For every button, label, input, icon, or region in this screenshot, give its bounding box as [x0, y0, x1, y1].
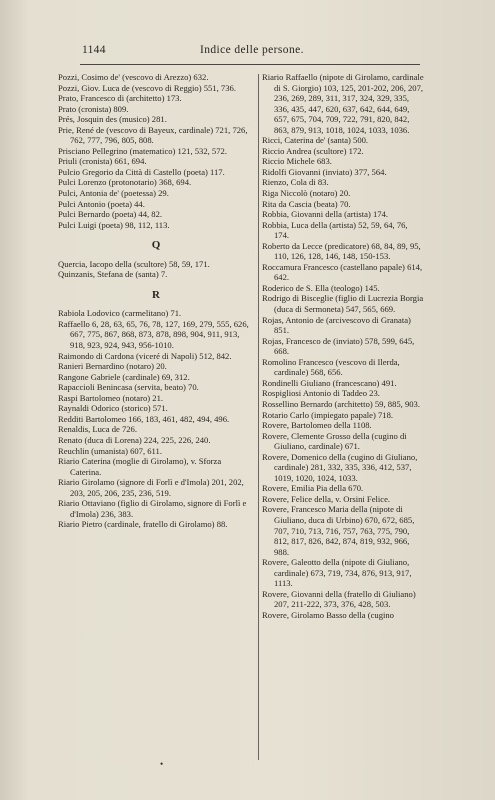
- index-entry: Riario Pietro (cardinale, fratello di Girolamo) 88.: [58, 519, 228, 530]
- index-entry: Rossellino Bernardo (architetto) 59, 885, 903.: [262, 398, 420, 409]
- index-entry: Raynaldi Odorico (storico) 571.: [58, 403, 168, 414]
- index-entry: Riario Girolamo (signore di Forlì e d'Imola) 201, 202, 203, 205, 206, 235, 236, 519.: [58, 477, 244, 498]
- index-entry: Rondinelli Giuliano (francescano) 491.: [262, 377, 397, 388]
- index-entry: Rangone Gabriele (cardinale) 69, 312.: [58, 371, 190, 382]
- index-entry: Ridolfi Giovanni (inviato) 377, 564.: [262, 166, 387, 177]
- index-entry: Rapaccioli Benincasa (servita, beato) 70.: [58, 382, 199, 393]
- index-entry: Pulcio Gregorio da Città di Castello (poeta) 117.: [58, 166, 225, 177]
- index-entry: Rovere, Domenico della (cugino di Giuliano, cardinale) 281, 332, 335, 336, 412, 537, 1019, 1020, 1024, 1033.: [262, 451, 418, 483]
- index-entry: Rovere, Emilia Pia della 670.: [262, 483, 364, 494]
- index-entry: Riga Niccolò (notaro) 20.: [262, 188, 351, 199]
- column-divider: [258, 74, 259, 760]
- footer-mark: •: [160, 759, 164, 769]
- index-entry: Robbia, Luca della (artista) 52, 59, 64, 76, 174.: [262, 219, 408, 241]
- index-entry: Pozzi, Cosimo de' (vescovo di Arezzo) 632.: [58, 72, 209, 82]
- index-entry: Prisciano Pellegrino (matematico) 121, 532, 572.: [58, 145, 227, 156]
- index-entry: Rovere, Francesco Maria della (nipote di Giuliano, duca di Urbino) 670, 672, 685, 707, 710, 713, 716, 757, 763, 775, 790, 812, 817, 826, 842, 874, 819, 932, 966, 988.: [262, 504, 415, 557]
- index-column-right: [262, 72, 424, 620]
- index-entry: Rovere, Felice della, v. Orsini Felice.: [262, 493, 391, 504]
- index-column-left: [58, 72, 254, 530]
- index-entry: Rotario Carlo (impiegato papale) 718.: [262, 409, 394, 420]
- index-entry: Pulci Bernardo (poeta) 44, 82.: [58, 209, 163, 220]
- index-entry: Rienzo, Cola di 83.: [262, 177, 329, 188]
- index-entry: Rovere, Girolamo Basso della (cugino: [262, 609, 394, 620]
- index-entry: Pulci Antonio (poeta) 44.: [58, 198, 145, 209]
- index-entry: Robbia, Giovanni della (artista) 174.: [262, 209, 389, 220]
- index-entry: Redditi Bartolomeo 166, 183, 461, 482, 494, 496.: [58, 413, 230, 424]
- index-entry: Raffaello 6, 28, 63, 65, 76, 78, 127, 169, 279, 555, 626, 667, 775, 867, 868, 873, 878, 898, 904, 911, 913, 918, 923, 924, 943, 956-1010.: [58, 318, 249, 351]
- index-entry: Rospigliosi Antonio di Taddeo 23.: [262, 388, 380, 399]
- index-entry: Rovere, Bartolomeo della 1108.: [262, 420, 372, 431]
- section-letter: R: [152, 288, 160, 301]
- index-entry: Riario Ottaviano (figlio di Girolamo, signore di Forlì e d'Imola) 236, 383.: [58, 498, 247, 519]
- index-entry: Ricci, Caterina de' (santa) 500.: [262, 135, 369, 146]
- index-entry: Prato (cronista) 809.: [58, 103, 129, 114]
- index-entry: Raspi Bartolomeo (notaro) 21.: [58, 392, 164, 403]
- index-entry: Rovere, Galeotto della (nipote di Giuliano, cardinale) 673, 719, 734, 876, 913, 917, 1113.: [262, 557, 412, 589]
- index-entry: Pulci Lorenzo (protonotario) 368, 694.: [58, 177, 192, 188]
- index-entry: Prés, Josquin des (musico) 281.: [58, 114, 167, 125]
- index-entry: Riario Raffaello (nipote di Girolamo, cardinale di S. Giorgio) 103, 125, 201-202, 206, 207, 236, 269, 289, 311, 317, 324, 329, 335, 336, 435, 447, 620, 637, 642, 644, 649, 657, 675, 704, 709, 722, 791, 820, 842, 863, 879, 913, 1018, 1024, 1033, 1036.: [262, 72, 424, 135]
- index-entry: Renaldis, Luca de 726.: [58, 424, 137, 435]
- index-entry: Pozzi, Giov. Luca de (vescovo di Reggio) 551, 736.: [58, 82, 236, 93]
- index-entry: Roberto da Lecce (predicatore) 68, 84, 89, 95, 110, 126, 128, 146, 148, 150-153.: [262, 240, 421, 262]
- index-entry: Riccio Michele 683.: [262, 156, 332, 167]
- page-number: 1144: [82, 44, 106, 56]
- index-entry: Prie, René de (vescovo di Bayeux, cardinale) 721, 726, 762, 777, 796, 805, 808.: [58, 124, 248, 146]
- index-entry: Riccio Andrea (scultore) 172.: [262, 145, 364, 156]
- page-header: [82, 40, 418, 62]
- index-entry: Pulci Luigi (poeta) 98, 112, 113.: [58, 219, 170, 230]
- index-entry: Riario Caterina (moglie di Girolamo), v. Sforza Caterina.: [58, 456, 222, 477]
- index-entry: Rodrigo di Bisceglie (figlio di Lucrezia Borgia (duca di Sermoneta) 547, 565, 669.: [262, 293, 424, 315]
- index-entry: Ranieri Bernardino (notaro) 20.: [58, 361, 167, 372]
- index-entry: Rovere, Giovanni della (fratello di Giuliano) 207, 211-222, 373, 376, 428, 503.: [262, 588, 416, 610]
- index-entry: Quercia, Iacopo della (scultore) 58, 59, 171.: [58, 258, 210, 269]
- index-entry: Rabiola Lodovico (carmelitano) 71.: [58, 308, 182, 319]
- index-entry: Prato, Francesco di (architetto) 173.: [58, 93, 182, 104]
- index-entry: Renato (duca di Lorena) 224, 225, 226, 240.: [58, 434, 211, 445]
- index-entry: Rojas, Antonio de (arcivescovo di Granata) 851.: [262, 314, 411, 336]
- index-entry: Roccamura Francesco (castellano papale) 614, 642.: [262, 261, 423, 283]
- header-rule: [80, 64, 420, 65]
- page-title: Indice delle persone.: [200, 44, 304, 56]
- index-entry: Romolino Francesco (vescovo di Ilerda, cardinale) 568, 656.: [262, 356, 400, 378]
- index-entry: Quinzanis, Stefana de (santa) 7.: [58, 269, 168, 280]
- index-entry: Priuli (cronista) 661, 694.: [58, 156, 147, 167]
- index-entry: Roderico de S. Ella (teologo) 145.: [262, 282, 380, 293]
- index-entry: Reuchlin (umanista) 607, 611.: [58, 445, 162, 456]
- section-letter: Q: [151, 239, 161, 252]
- index-entry: Rojas, Francesco de (inviato) 578, 599, 645, 668.: [262, 335, 415, 357]
- index-entry: Rita da Cascia (beata) 70.: [262, 198, 351, 209]
- index-entry: Rovere, Clemente Grosso della (cugino di Giuliano, cardinale) 671.: [262, 430, 407, 452]
- index-entry: Raimondo di Cardona (viceré di Napoli) 512, 842.: [58, 350, 232, 361]
- index-entry: Pulci, Antonia de' (poetessa) 29.: [58, 188, 169, 199]
